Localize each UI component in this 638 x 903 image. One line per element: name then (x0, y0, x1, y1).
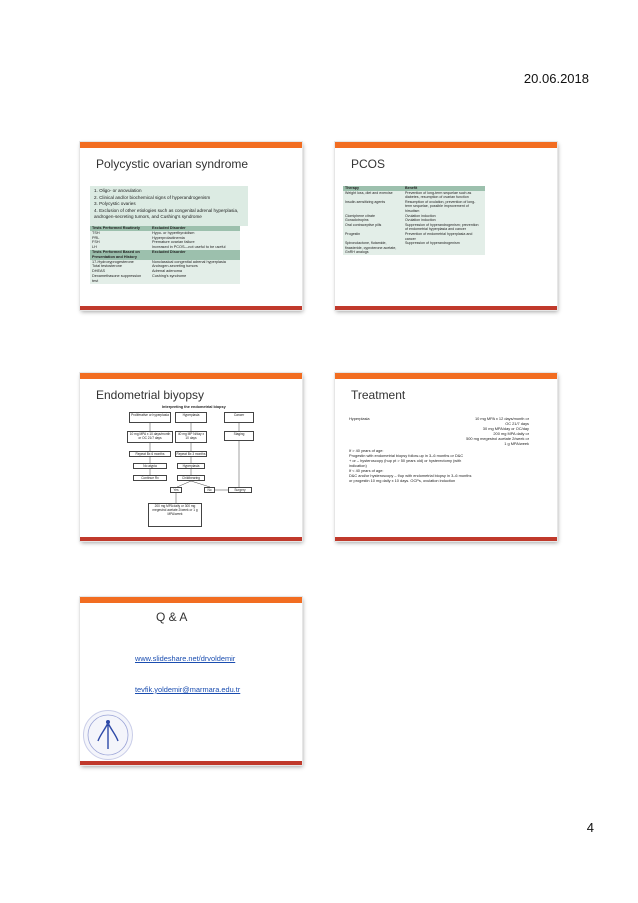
table-cell: Prevention of endometrial hyperplasia and cancer (405, 231, 473, 241)
table-cell: Oral contraceptive pills (345, 222, 382, 227)
text-line: + or – hysteroscopy (hup pt > 50 years old) or hysterectomy (with (349, 458, 462, 464)
table-cell: Clomiphene citrate (345, 213, 375, 218)
page-number: 4 (586, 820, 594, 835)
slide-title: Q & A (156, 610, 188, 624)
table-cell: TSH (92, 230, 100, 235)
table-cell: Weight loss, diet and exercise (345, 190, 393, 195)
table-row (343, 200, 485, 214)
table-cell: Ovulation induction (405, 218, 436, 223)
criteria-box (90, 186, 248, 226)
table-row (90, 274, 240, 284)
table-cell: FSH (92, 240, 100, 245)
flow-box: Childbearing (177, 475, 205, 481)
table-cell: Cushing's syndrome (152, 273, 187, 278)
slide-title: PCOS (351, 157, 386, 171)
hyperplasia-label: Hyperplasia (349, 416, 370, 421)
table-cell: 17-Hydroxyprogesterone (92, 259, 134, 264)
table-row (343, 223, 485, 232)
text-line: indication) (349, 463, 367, 469)
slideshare-link[interactable]: www.slideshare.net/drvoldemir (135, 654, 236, 663)
flow-box: Yes (170, 487, 182, 493)
flow-box: 10 mg MPA x 10 days/month or OC 21/7 days (127, 431, 173, 443)
text-line: If < 40 years of age: (349, 468, 384, 474)
flowchart-title: Interpreting the endometrial biopsy (162, 405, 226, 409)
slide-bottom-bar (80, 306, 302, 310)
table-row (343, 232, 485, 241)
text-line: or progestin 10 mg daily x 10 days. OCPs, ovulation induction (349, 477, 456, 483)
logo (83, 710, 133, 760)
table-cell: Suppression of hyperandrogenism; prevention of endometrial hyperplasia and cancer (405, 222, 479, 232)
header-cell: Tests Performed Routinely (92, 226, 141, 230)
slide-endometrial-biopsy (80, 373, 302, 541)
flow-box: Staging (224, 431, 254, 441)
slide-qa (80, 597, 302, 765)
slide-bottom-bar (335, 537, 557, 541)
criteria-item: androgen-secreting tumors, and Cushing's syndrome (94, 214, 202, 220)
criteria-item: 3. Polycystic ovaries (94, 201, 136, 207)
table-cell: Spironolactone, flutamide, finasteride, cyproterone acetate, GnRH analogs (345, 241, 397, 255)
tests-table (90, 226, 240, 284)
table-cell: LH (92, 245, 97, 250)
treatment-text (349, 417, 529, 484)
text-line: Progestin with endometrial biopsy follow-up in 3–6 months or D&C (349, 453, 464, 459)
text-line: If > 40 years of age: (349, 448, 384, 454)
flow-box: Proliferative or hyperplasia (129, 412, 171, 423)
table-cell: PRL (92, 235, 100, 240)
flow-box: 40 mg MP N/day x 10 days (175, 431, 207, 443)
header-cell: Excluded Disorder (152, 226, 186, 230)
option-line: 500 mg megestrol acetate 2/week or (466, 435, 529, 441)
flow-box: Hyperplasia (175, 412, 207, 423)
option-line: 30 mg MPA/day or OC/day (482, 425, 529, 431)
slide-title: Treatment (351, 388, 406, 402)
table-cell: Insulin-sensitizing agents (345, 199, 386, 204)
criteria-item: 4. Exclusion of other etiologies such as congenital adrenal hyperplasia, (94, 207, 239, 213)
table-cell: Hypo- or hyperthyroidism (152, 230, 195, 235)
slide-accent-bar (80, 597, 302, 603)
flow-box: Surgery (228, 487, 252, 493)
page-date: 20.06.2018 (523, 71, 589, 86)
option-line: OC 21/7 days (505, 420, 529, 426)
flow-box: No atypia (133, 463, 167, 469)
slide-treatment (335, 373, 557, 541)
flow-box: Repeat Bx 3 months (176, 452, 206, 456)
table-header (90, 250, 240, 260)
table-row (343, 241, 485, 255)
table-row (343, 191, 485, 200)
table-cell: Androgen-secreting tumors (152, 264, 198, 269)
criteria-item: 1. Oligo- or anovulation (94, 188, 142, 193)
header-cell: Therapy (345, 186, 359, 190)
table-cell: Suppression of hyperandrogenism (405, 241, 460, 246)
table-cell: Prevention of long-term sequelae such as diabetes, resumption of ovarian function (405, 190, 472, 200)
slide-bottom-bar (80, 537, 302, 541)
flow-box: No (204, 487, 215, 493)
flow-box: Hyperplasia (177, 463, 205, 469)
slide-accent-bar (335, 142, 557, 148)
table-cell: DHEAS (92, 269, 106, 274)
hyperplasia-row (349, 417, 529, 446)
header-cell: Excluded Disorder (152, 249, 186, 254)
flow-box: 200 mg MPA daily or 300 mg megestrol acetate 2/week or 1 g MPA/week (148, 503, 202, 527)
table-cell: Hyperprolactinemia (152, 235, 185, 240)
slide-accent-bar (335, 373, 557, 379)
text-line: D&C and/or hysteroscopy – f/up with endometrial biopsy in 3–6 months (349, 472, 472, 478)
table-cell: Total testosterone (92, 264, 122, 269)
table-cell: Adrenal adenoma (152, 269, 182, 274)
option-line: 10 mg MPA x 12 days/month or (475, 416, 529, 421)
slide-title: Endometrial biyopsy (96, 388, 205, 402)
table-cell: Progestin (345, 231, 361, 236)
biopsy-flowchart (80, 373, 302, 541)
logo-icon (84, 711, 132, 759)
flow-box: Cancer (224, 412, 254, 423)
option-line: 200 mg MPA daily or (493, 430, 529, 436)
table-cell: Dexamethasone suppression test (92, 273, 142, 283)
slide-bottom-bar (335, 306, 557, 310)
table-cell: Premature ovarian failure (152, 240, 195, 245)
slide-title: Polycystic ovarian syndrome (96, 157, 249, 171)
email-link[interactable]: tevfik.yoldemir@marmara.edu.tr (135, 685, 241, 694)
header-cell: Benefit (405, 186, 418, 190)
table-cell: Gonadotropins (345, 218, 369, 223)
table-cell: Increased in PCOS—not useful to be useful (152, 245, 226, 250)
slide-pcos-therapy (335, 142, 557, 310)
slide-pcos-criteria (80, 142, 302, 310)
table-cell: Ovulation induction (405, 213, 436, 218)
table-cell: Nonclassical congenital adrenal hyperplasia (152, 259, 226, 264)
criteria-item: 2. Clinical and/or biochemical signs of hyperandrogenism (94, 194, 211, 200)
flow-box: Repeat Bx 6 months (129, 451, 171, 457)
header-cell: Tests Performed Based on Presentation and History (92, 249, 140, 259)
flow-box: Continue Rx (133, 475, 167, 481)
slide-bottom-bar (80, 761, 302, 765)
table-cell: Resumption of ovulation, prevention of long-term sequelae, possible improvement of hirsutism (405, 199, 476, 213)
hyperplasia-options (466, 417, 529, 446)
option-line: 1 g MPA/week (504, 440, 529, 446)
therapy-table (343, 186, 485, 255)
slide-accent-bar (80, 142, 302, 148)
